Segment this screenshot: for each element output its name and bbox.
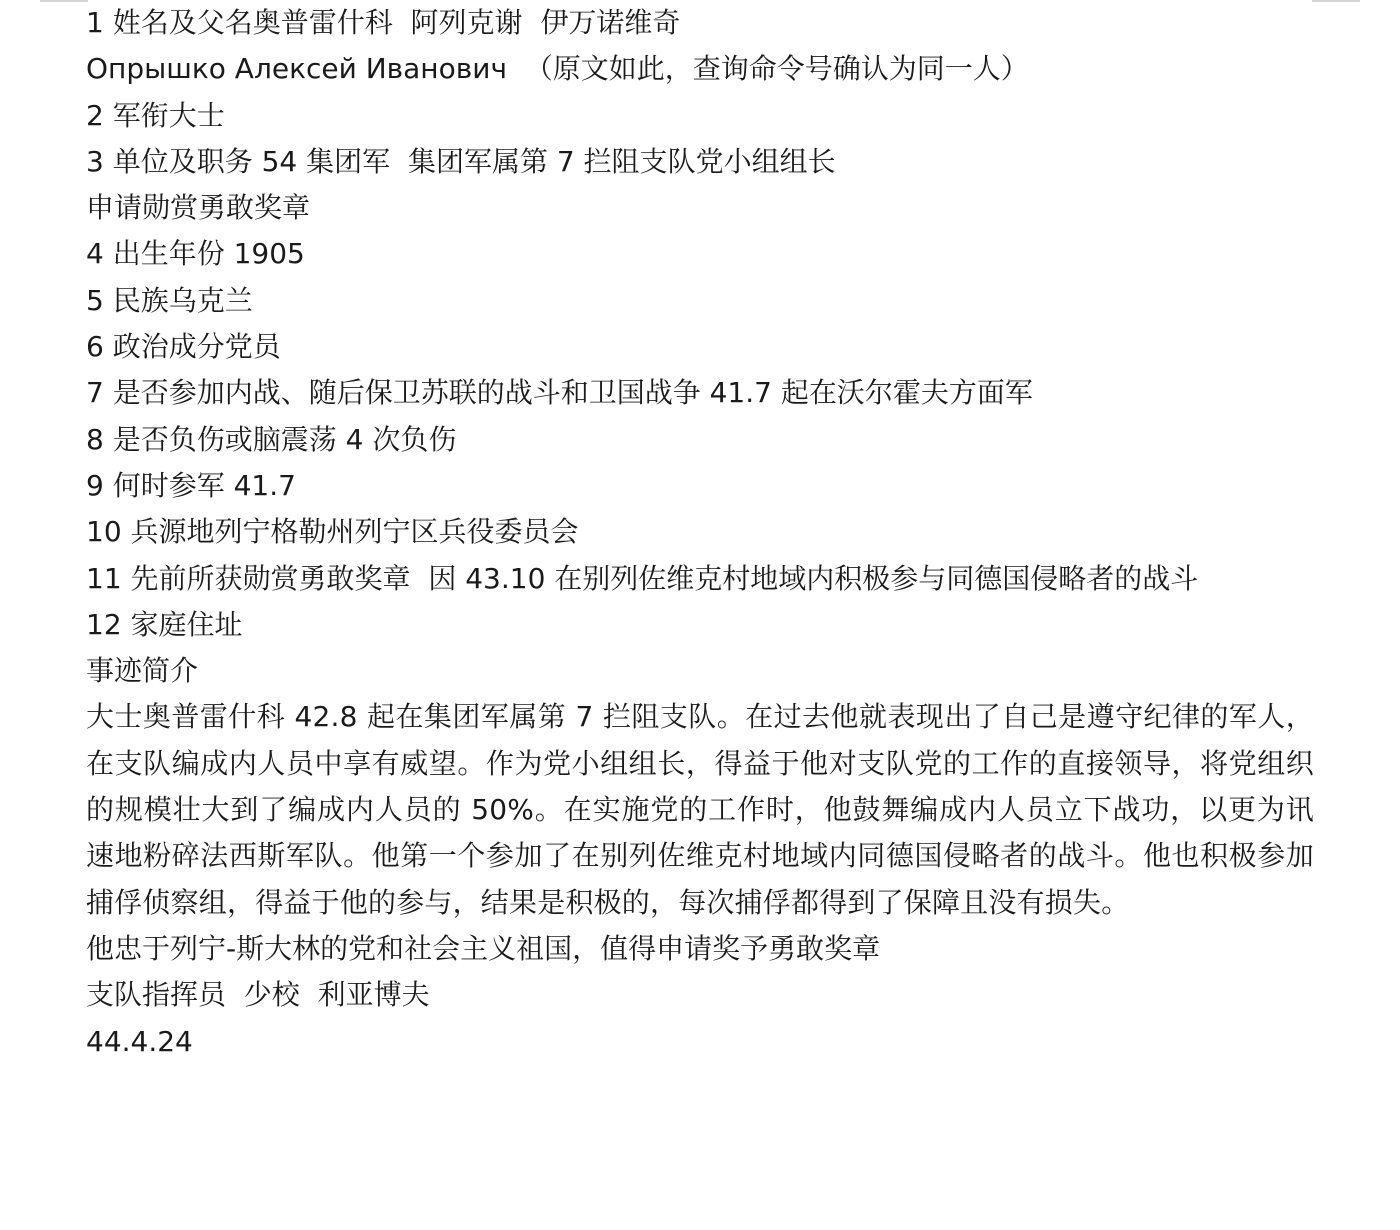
award-request: 申请勋赏勇敢奖章 — [86, 191, 311, 225]
item-name-russian: Опрышко Алексей Иванович （原文如此，查询命令号确认为同一人） — [86, 52, 1029, 86]
item-draft-office: 10 兵源地列宁格勒州列宁区兵役委员会 — [86, 515, 579, 549]
item-party: 6 政治成分党员 — [86, 330, 281, 364]
narrative-paragraph: 大士奥普雷什科 42.8 起在集团军属第 7 拦阻支队。在过去他就表现出了自己是遵守纪律的军人，在支队编成内人员中享有威望。作为党小组组长，得益于他对支队党的工作的直接领导，将党组织的规模壮大到了编成内人员的 50%。在实施党的工作时，他鼓舞编成内人员立下战功，以更为讯速地粉碎法西斯军队。他第一个参加了在别列佐维克村地域内同德国侵略者的战斗。他也积极参加捕俘侦察组，得益于他的参与，结果是积极的，每次捕俘都得到了保障且没有损失。 — [86, 700, 1314, 919]
item-wounds: 8 是否负伤或脑震荡 4 次负伤 — [86, 422, 457, 456]
item-nationality: 5 民族乌克兰 — [86, 283, 253, 317]
item-birth-year: 4 出生年份 1905 — [86, 237, 305, 271]
top-left-divider — [40, 0, 88, 2]
document-date: 44.4.24 — [86, 1024, 193, 1058]
item-enlistment: 9 何时参军 41.7 — [86, 468, 296, 502]
item-home-address: 12 家庭住址 — [86, 607, 243, 641]
item-previous-awards: 11 先前所获勋赏勇敢奖章 因 43.10 在别列佐维克村地域内积极参与同德国侵略者的战斗 — [86, 561, 1199, 595]
item-unit-position: 3 单位及职务 54 集团军 集团军属第 7 拦阻支队党小组组长 — [86, 144, 836, 178]
conclusion-line: 他忠于列宁-斯大林的党和社会主义祖国，值得申请奖予勇敢奖章 — [86, 931, 881, 965]
award-document — [86, 0, 1326, 1065]
item-name: 1 姓名及父名奥普雷什科 阿列克谢 伊万诺维奇 — [86, 6, 681, 39]
signature-line: 支队指挥员 少校 利亚博夫 — [86, 978, 430, 1012]
item-war-participation: 7 是否参加内战、随后保卫苏联的战斗和卫国战争 41.7 起在沃尔霍夫方面军 — [86, 376, 1033, 410]
section-heading: 事迹简介 — [86, 654, 199, 688]
item-rank: 2 军衔大士 — [86, 98, 225, 132]
